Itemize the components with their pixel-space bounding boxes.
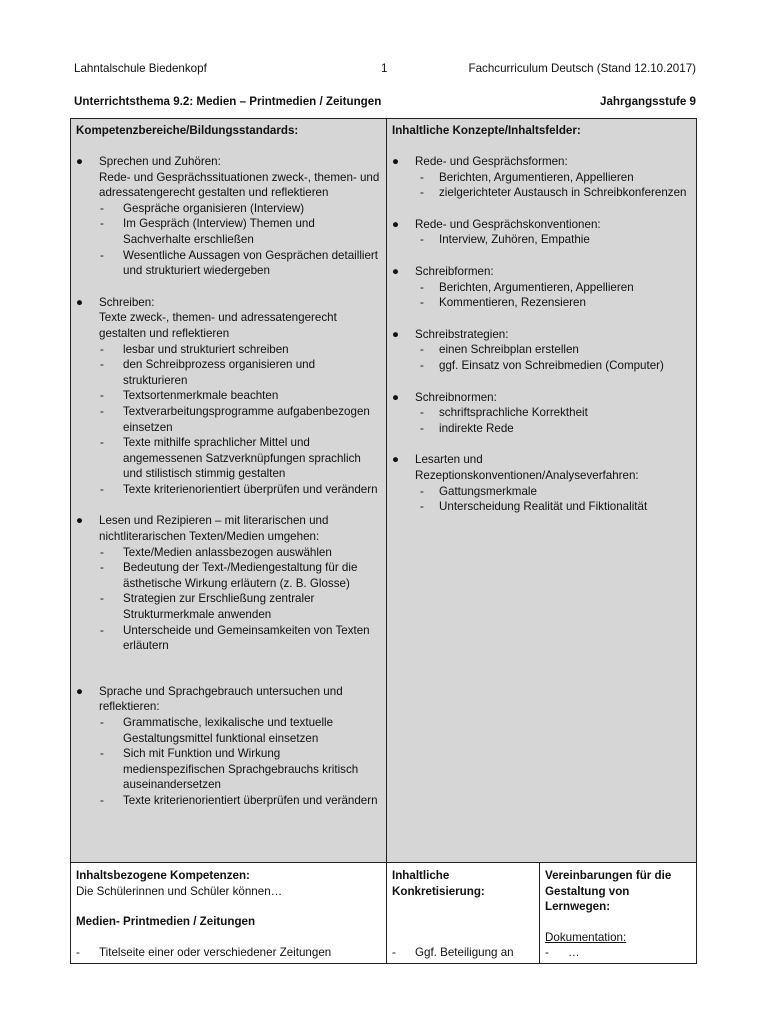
page-number: 1 [381,62,388,75]
bullet-marker: ● [392,155,400,168]
competence-item-text: Strategien zur Erschließung zentraler Strukturmerkmale anwenden [123,592,315,622]
agreement-cell [540,863,696,963]
content-item-text: Interview, Zuhören, Empathie [439,233,590,247]
content-item-text: Berichten, Argumentieren, Appellieren [439,170,634,184]
content-item [392,185,691,201]
content-column [387,119,696,862]
content-section-title: Rede- und Gesprächskonventionen: [415,217,601,231]
content-item-text: Berichten, Argumentieren, Appellieren [439,280,634,294]
dash-marker: - [420,170,424,184]
competence-column [71,119,387,862]
competence-item-text: lesbar und strukturiert schreiben [123,342,289,356]
dash-marker: - [100,217,104,231]
content-item [392,280,691,296]
competence-item [76,357,381,388]
concretisation-item [392,945,534,961]
competence-item-text: Texte kriterienorientiert überprüfen und verändern [123,482,378,496]
content-item [392,405,691,421]
content-heading: Inhaltliche Konzepte/Inhaltsfelder: [392,124,581,137]
plan-item-text: Titelseite einer oder verschiedener Zeitungen [99,945,332,959]
content-section [392,390,691,406]
dash-marker: - [100,716,104,729]
competence-item [76,342,381,358]
bullet-marker: ● [76,155,84,168]
grade-label: Jahrgangsstufe 9 [600,95,696,108]
dash-marker: - [420,186,424,200]
competence-section-title: Schreiben: [99,295,155,309]
competence-section-title: Sprechen und Zuhören: [99,155,221,168]
competence-item-text: Sich mit Funktion und Wirkung medienspezifischen Sprachgebrauchs kritisch auseinandersetzen [123,747,359,792]
bullet-marker: ● [392,327,400,341]
competence-item-text: Bedeutung der Text-/Mediengestaltung für die ästhetische Wirkung erläutern (z. B. Glosse) [123,561,358,590]
content-item [392,295,691,311]
content-item-text: Gattungsmerkmale [439,484,537,498]
dash-marker: - [420,280,424,294]
content-item [392,232,691,248]
competence-item-text: den Schreibprozess organisieren und strukturieren [123,358,316,387]
dash-marker: - [100,561,104,575]
competence-section [76,513,381,544]
plan-competence-heading: Inhaltsbezogene Kompetenzen: [76,869,250,882]
bullet-marker: ● [76,514,84,528]
competence-item [76,216,381,247]
content-section [392,154,691,170]
plan-grid [71,862,696,963]
dash-marker: - [420,233,424,247]
dash-marker: - [392,946,396,960]
bullet-marker: ● [76,295,84,309]
competence-item-text: Textverarbeitungsprogramme aufgabenbezogen einsetzen [123,404,370,434]
dash-marker: - [100,404,104,418]
agreement-item [545,945,691,961]
content-item-list [392,342,691,373]
dash-marker: - [420,358,424,372]
content-item-text: Kommentieren, Rezensieren [439,296,586,310]
bullet-marker: ● [392,453,400,467]
dash-marker: - [100,342,104,356]
competence-item-text: Im Gespräch (Interview) Themen und Sachverhalte erschließen [123,217,315,246]
content-item-text: einen Schreibplan erstellen [439,343,579,357]
competence-item [76,560,381,591]
content-section-title: Schreibformen: [415,264,494,278]
competence-item-text: Texte/Medien anlassbezogen auswählen [123,545,332,559]
dash-marker: - [420,406,424,420]
content-section [392,452,691,483]
concretisation-item-text: Ggf. Beteiligung an [415,946,514,960]
competence-item [76,201,381,217]
competence-item [76,482,381,498]
dash-marker: - [420,343,424,357]
dash-marker: - [100,482,104,496]
dash-marker: - [100,436,104,450]
competence-item [76,746,381,793]
dash-marker: - [100,201,104,215]
content-item [392,358,691,374]
bullet-marker: ● [76,684,84,698]
bullet-marker: ● [392,217,400,231]
bullet-marker: ● [392,390,400,404]
dash-marker: - [100,747,104,761]
agreement-item-text: … [568,946,580,960]
dash-marker: - [420,296,424,310]
competence-item-text: Texte mithilfe sprachlicher Mittel und angemessenen Satzverknüpfungen sprachlich und stilistisch stimmig gestalten [123,436,361,481]
competence-section-title: Sprache und Sprachgebrauch untersuchen und reflektieren: [99,684,343,714]
competence-item [76,404,381,435]
competence-item [76,591,381,622]
dash-marker: - [545,946,549,960]
plan-section-title: Medien- Printmedien / Zeitungen [76,915,256,929]
content-item-text: indirekte Rede [439,421,514,435]
content-section-title: Lesarten und Rezeptionskonventionen/Analyseverfahren: [415,453,639,482]
dash-marker: - [76,945,80,959]
bullet-marker: ● [392,264,400,278]
dash-marker: - [100,358,104,372]
content-item-list [392,232,691,248]
content-item-text: schriftsprachliche Korrektheit [439,406,588,420]
dash-marker: - [100,248,104,262]
documentation-label: Dokumentation: [545,930,627,944]
content-item-text: Unterscheidung Realität und Fiktionalität [439,500,648,514]
dash-marker: - [420,484,424,498]
competence-item [76,623,381,654]
content-item-list [392,484,691,515]
competence-item-text: Wesentliche Aussagen von Gesprächen detailliert und strukturiert wiedergeben [123,248,378,278]
content-section [392,327,691,343]
competence-section-title: Lesen und Rezipieren – mit literarischen und nichtliterarischen Texten/Medien umgehen: [99,514,329,544]
competence-item [76,545,381,561]
dash-marker: - [420,500,424,514]
competence-item [76,248,381,279]
competence-section [76,154,381,201]
dash-marker: - [100,592,104,606]
dash-marker: - [100,793,104,807]
content-section-title: Schreibnormen: [415,390,497,404]
competence-item-list [76,201,381,279]
plan-item [76,945,381,961]
competence-item [76,715,381,746]
competence-item [76,435,381,482]
competence-item-list [76,715,381,809]
concretisation-heading: Inhaltliche Konkretisierung: [392,869,485,898]
competence-item-text: Unterscheide und Gemeinsamkeiten von Texten erläutern [123,623,370,653]
agreement-heading: Vereinbarungen für die Gestaltung von Lernwegen: [545,869,672,914]
competence-item [76,793,381,809]
competence-heading: Kompetenzbereiche/Bildungsstandards: [76,124,299,137]
competence-item [76,388,381,404]
topic-title: Unterrichtsthema 9.2: Medien – Printmedien / Zeitungen [74,95,382,108]
competence-section [76,295,381,342]
competence-item-list [76,545,381,654]
content-section-title: Schreibstrategien: [415,327,509,341]
dash-marker: - [100,545,104,559]
content-item [392,170,691,186]
content-item [392,342,691,358]
curriculum-table [70,118,697,964]
plan-competence-sub: Die Schülerinnen und Schüler können… [76,884,283,898]
curriculum-title: Fachcurriculum Deutsch (Stand 12.10.2017) [468,62,696,75]
content-item-list [392,280,691,311]
competence-item-text: Texte kriterienorientiert überprüfen und verändern [123,793,378,807]
content-section [392,217,691,233]
content-item-text: zielgerichteter Austausch in Schreibkonferenzen [439,186,687,200]
content-item-list [392,170,691,201]
school-name: Lahntalschule Biedenkopf [74,62,207,75]
competence-item-text: Gespräche organisieren (Interview) [123,201,305,215]
content-item-list [392,405,691,436]
competence-section-description: Rede- und Gesprächssituationen zweck-, themen- und adressatengerecht gestalten und reflektieren [99,170,380,200]
content-item [392,499,691,515]
content-item-text: ggf. Einsatz von Schreibmedien (Computer) [439,358,664,372]
competence-item-text: Textsortenmerkmale beachten [123,389,279,403]
dash-marker: - [100,623,104,637]
content-section [392,264,691,280]
content-item [392,484,691,500]
plan-competence-cell [71,863,387,963]
competence-section-description: Texte zweck-, themen- und adressatengerecht gestalten und reflektieren [99,311,337,340]
competence-item-text: Grammatische, lexikalische und textuelle Gestaltungsmittel funktional einsetzen [123,716,334,745]
competence-section [76,684,381,715]
concretisation-cell [387,863,540,963]
content-section-title: Rede- und Gesprächsformen: [415,155,568,168]
dash-marker: - [420,421,424,435]
competence-grid [71,119,696,862]
content-item [392,421,691,437]
competence-item-list [76,342,381,498]
dash-marker: - [100,389,104,403]
